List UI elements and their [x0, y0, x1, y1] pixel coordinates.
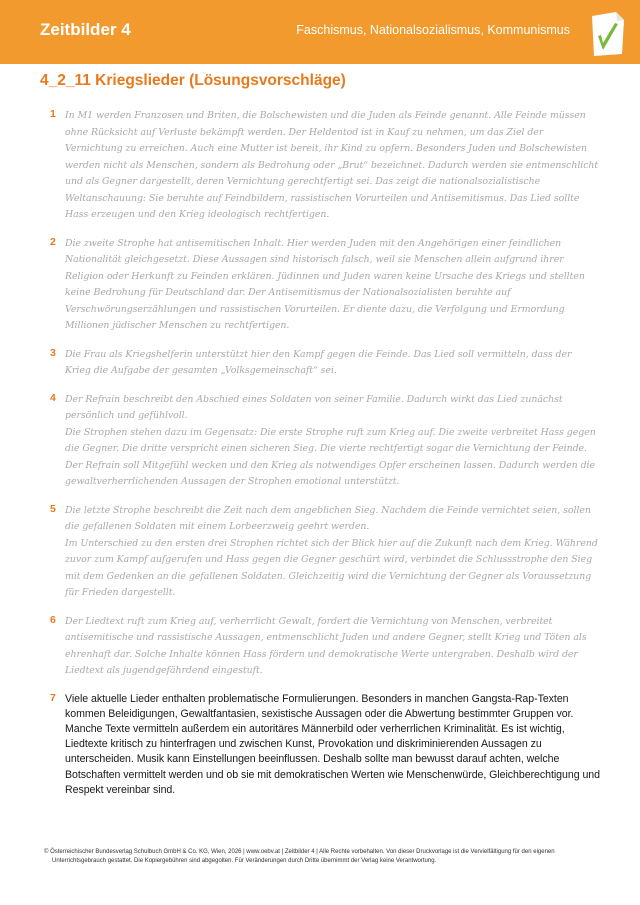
answer-text: Die letzte Strophe beschreibt die Zeit nach dem angeblichen Sieg. Nachdem die Feinde vernichtet seien, sollen die gefallenen Soldaten mit einem Lorbeerzweig geehrt werden.: [65, 504, 591, 532]
answer-number: 2: [50, 235, 56, 248]
page-header: [0, 0, 640, 64]
answer-list: [40, 108, 600, 810]
paper-checkmark-icon: [586, 10, 630, 60]
answer-item-4: [40, 392, 600, 491]
answer-text: Der Liedtext ruft zum Krieg auf, verherrlicht Gewalt, fordert die Vernichtung von Menschen, verbreitet antisemitische und rassistische Aussagen, entmenschlicht Juden und andere Gegner, stellt Krieg und Töten als ehrenhaft dar. Solche Inhalte können Hass fördern und demokratische Werte untergraben. Deshalb wird der Liedtext als jugendgefährdend eingestuft.: [65, 615, 587, 676]
book-title: Zeitbilder 4: [40, 20, 131, 39]
answer-text: Im Unterschied zu den ersten drei Strophen richtet sich der Blick hier auf die Zukunft nach dem Krieg. Während zuvor zum Kampf aufgerufen und Hass gegen die Gegner geschürt wird, verbindet die Schlussstrophe den Sieg mit dem Gedenken an die gefallenen Soldaten. Gleichzeitig wird die Vernichtung der Gegner als Voraussetzung für Frieden dargestellt.: [65, 537, 598, 598]
answer-text: Der Refrain beschreibt den Abschied eines Soldaten von seiner Familie. Dadurch wirkt das Lied zunächst persönlich und gefühlvoll.: [65, 393, 563, 421]
answer-item-6: [40, 614, 600, 680]
answer-text: Die Frau als Kriegshelferin unterstützt hier den Kampf gegen die Feinde. Das Lied soll vermitteln, dass der Krieg die Aufgabe der gesamten „Volksgemeinschaft“ sei.: [65, 348, 572, 376]
answer-text: In M1 werden Franzosen und Briten, die Bolschewisten und die Juden als Feinde genannt. Alle Feinde müssen ohne Rücksicht auf Verluste bekämpft werden. Der Heldentod ist in Kauf zu nehmen, um das Ziel der Vernichtung zu erreichen. Auch eine Mutter ist bereit, ihr Kind zu opfern. Besonders Juden und Bolschewisten werden nicht als Menschen, sondern als Bedrohung oder „Brut“ bezeichnet. Dadurch werden sie entmenschlicht und als Gegner dargestellt, deren Vernichtung gerechtfertigt sei. Das zeigt die nationalsozialistische Weltanschauung: Sie beruhte auf Feindbildern, rassistischen Vorurteilen und Antisemitismus. Das Lied sollte Hass erzeugen und den Krieg ideologisch rechtfertigen.: [65, 110, 599, 220]
answer-text: Viele aktuelle Lieder enthalten problematische Formulierungen. Besonders in manchen Gangsta-Rap-Texten kommen Beleidigungen, Gewaltfantasien, sexistische Aussagen oder die Abwertung bestimmter Gruppen vor. Manche Texte vermitteln außerdem ein autoritäres Männerbild oder verherrlichen Kriminalität. Es ist wichtig, Liedtexte kritisch zu hinterfragen und zwischen Kunst, Provokation und diskriminierenden Aussagen zu unterscheiden. Musik kann Einstellungen beeinflussen. Deshalb sollte man bewusst darauf achten, welche Botschaften vermittelt werden und ob sie mit demokratischen Werten wie Menschenwürde, Gleichberechtigung und Respekt vereinbar sind.: [65, 692, 600, 796]
answer-number: 3: [50, 346, 56, 359]
answer-number: 6: [50, 613, 56, 626]
answer-number: 5: [50, 502, 56, 515]
copyright-footer: [44, 848, 596, 866]
answer-item-3: [40, 347, 600, 380]
footer-line: Unterrichtsgebrauch gestattet. Die Kopiergebühren sind abgegolten. Für Veränderungen durch Dritte übernimmt der Verlag keine Verantwortung.: [52, 858, 437, 864]
answer-number: 4: [50, 391, 56, 404]
answer-item-1: [40, 108, 600, 224]
answer-number: 1: [50, 108, 56, 120]
answer-text: Die Strophen stehen dazu im Gegensatz: Die erste Strophe ruft zum Krieg auf. Die zweite verbreitet Hass gegen die Gegner. Die dritte verspricht einen sicheren Sieg. Die vierte rechtfertigt sogar die Vernichtung der Feinde.: [65, 426, 596, 454]
answer-item-2: [40, 236, 600, 335]
chapter-topic: Faschismus, Nationalsozialismus, Kommunismus: [296, 23, 570, 37]
page-title: 4_2_11 Kriegslieder (Lösungsvorschläge): [40, 72, 346, 89]
answer-text: Die zweite Strophe hat antisemitischen Inhalt. Hier werden Juden mit den Angehörigen einer feindlichen Nationalität gleichgesetzt. Diese Aussagen sind historisch falsch, weil sie Menschen allein aufgrund ihrer Religion oder Herkunft zu Feinden erklären. Jüdinnen und Juden waren keine Ursache des Kriegs und stellten keine Bedrohung für Deutschland dar. Der Antisemitismus der Nationalsozialisten beruhte auf Verschwörungserzählungen und rassistischen Vorurteilen. Er diente dazu, die Verfolgung und Ermordung Millionen jüdischer Menschen zu rechtfertigen.: [65, 237, 585, 331]
footer-line: © Österreichischer Bundesverlag Schulbuch GmbH & Co. KG, Wien, 2026 | www.oebv.at | Zeitbilder 4 | Alle Rechte vorbehalten. Von dieser Druckvorlage ist die Vervielfältigung für den eigenen: [44, 849, 555, 855]
answer-text: Der Refrain soll Mitgefühl wecken und den Krieg als notwendiges Opfer erscheinen lassen. Dadurch werden die gewaltverherrlichenden Aussagen der Strophen emotional unterstützt.: [65, 459, 595, 487]
answer-item-7: [40, 692, 600, 798]
answer-number: 7: [50, 691, 56, 704]
answer-item-5: [40, 503, 600, 602]
